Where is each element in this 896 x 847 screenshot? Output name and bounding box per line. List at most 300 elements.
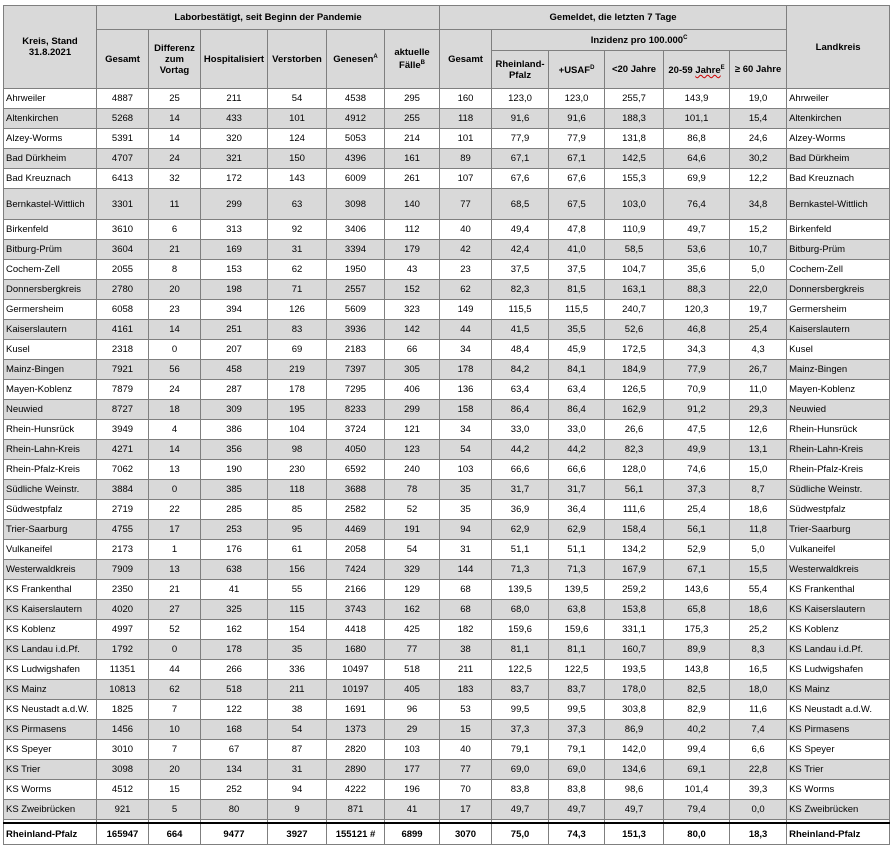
- cell-inzidenz-60-plus: 15,5: [730, 560, 787, 580]
- cell-inzidenz-under-20: 184,9: [605, 360, 664, 380]
- cell-hospitalisiert: 67: [201, 740, 268, 760]
- cell-inzidenz-60-plus: 34,8: [730, 189, 787, 220]
- cell-aktuelle-faelle: 177: [385, 760, 440, 780]
- cell-verstorben: 95: [268, 520, 327, 540]
- cell-hospitalisiert: 299: [201, 189, 268, 220]
- cell-differenz: 21: [149, 240, 201, 260]
- cell-kreis: KS Mainz: [4, 680, 97, 700]
- cell-inzidenz-under-20: 58,5: [605, 240, 664, 260]
- cell-verstorben: 230: [268, 460, 327, 480]
- cell-inzidenz-20-59: 82,5: [664, 680, 730, 700]
- cell-kreis: Mainz-Bingen: [4, 360, 97, 380]
- table-row: [4, 460, 890, 480]
- cell-inzidenz-60-plus: 25,2: [730, 620, 787, 640]
- cell-inzidenz-60-plus: 18,6: [730, 500, 787, 520]
- table-row: [4, 600, 890, 620]
- cell-genesen: 7424: [327, 560, 385, 580]
- cell-landkreis: KS Zweibrücken: [787, 800, 890, 820]
- table-row: [4, 440, 890, 460]
- cell-inzidenz-rlp: 115,5: [492, 300, 549, 320]
- cell-inzidenz-usaf: 74,3: [549, 823, 605, 845]
- cell-gesamt: 3949: [97, 420, 149, 440]
- cell-differenz: 32: [149, 169, 201, 189]
- cell-inzidenz-under-20: 56,1: [605, 480, 664, 500]
- cell-kreis: Südliche Weinstr.: [4, 480, 97, 500]
- cell-kreis: Rhein-Pfalz-Kreis: [4, 460, 97, 480]
- cell-inzidenz-rlp: 71,3: [492, 560, 549, 580]
- cell-verstorben: 336: [268, 660, 327, 680]
- cell-landkreis: Cochem-Zell: [787, 260, 890, 280]
- cell-inzidenz-20-59: 64,6: [664, 149, 730, 169]
- cell-hospitalisiert: 122: [201, 700, 268, 720]
- cell-gesamt: 5391: [97, 129, 149, 149]
- cell-inzidenz-20-59: 76,4: [664, 189, 730, 220]
- cell-hospitalisiert: 325: [201, 600, 268, 620]
- header-under-20: <20 Jahre: [605, 51, 664, 89]
- cell-inzidenz-under-20: 255,7: [605, 89, 664, 109]
- cell-differenz: 0: [149, 640, 201, 660]
- cell-kreis: Rhein-Lahn-Kreis: [4, 440, 97, 460]
- cell-inzidenz-20-59: 120,3: [664, 300, 730, 320]
- cell-inzidenz-usaf: 122,5: [549, 660, 605, 680]
- cell-aktuelle-faelle: 299: [385, 400, 440, 420]
- cell-inzidenz-usaf: 63,4: [549, 380, 605, 400]
- table-row: [4, 109, 890, 129]
- cell-verstorben: 61: [268, 540, 327, 560]
- cell-aktuelle-faelle: 54: [385, 540, 440, 560]
- cell-inzidenz-under-20: 158,4: [605, 520, 664, 540]
- cell-differenz: 21: [149, 580, 201, 600]
- cell-gesamt: 6058: [97, 300, 149, 320]
- cell-differenz: 44: [149, 660, 201, 680]
- cell-inzidenz-under-20: 167,9: [605, 560, 664, 580]
- table-row: [4, 780, 890, 800]
- cell-inzidenz-rlp: 42,4: [492, 240, 549, 260]
- cell-hospitalisiert: 287: [201, 380, 268, 400]
- cell-inzidenz-usaf: 45,9: [549, 340, 605, 360]
- cell-hospitalisiert: 638: [201, 560, 268, 580]
- cell-landkreis: Ahrweiler: [787, 89, 890, 109]
- cell-inzidenz-under-20: 134,6: [605, 760, 664, 780]
- cell-hospitalisiert: 9477: [201, 823, 268, 845]
- cell-inzidenz-under-20: 172,5: [605, 340, 664, 360]
- cell-landkreis: KS Koblenz: [787, 620, 890, 640]
- cell-aktuelle-faelle: 52: [385, 500, 440, 520]
- cell-aktuelle-faelle: 43: [385, 260, 440, 280]
- cell-aktuelle-faelle: 161: [385, 149, 440, 169]
- cell-inzidenz-usaf: 44,2: [549, 440, 605, 460]
- cell-gesamt: 8727: [97, 400, 149, 420]
- cell-landkreis: Mainz-Bingen: [787, 360, 890, 380]
- cell-landkreis: KS Pirmasens: [787, 720, 890, 740]
- cell-genesen: 2058: [327, 540, 385, 560]
- cell-inzidenz-usaf: 51,1: [549, 540, 605, 560]
- cell-inzidenz-under-20: 142,5: [605, 149, 664, 169]
- cell-landkreis: Bernkastel-Wittlich: [787, 189, 890, 220]
- cell-inzidenz-20-59: 52,9: [664, 540, 730, 560]
- cell-aktuelle-faelle: 406: [385, 380, 440, 400]
- cell-inzidenz-usaf: 84,1: [549, 360, 605, 380]
- cell-differenz: 18: [149, 400, 201, 420]
- cell-kreis: Rheinland-Pfalz: [4, 823, 97, 845]
- cell-inzidenz-60-plus: 18,6: [730, 600, 787, 620]
- cell-hospitalisiert: 169: [201, 240, 268, 260]
- cell-inzidenz-60-plus: 18,0: [730, 680, 787, 700]
- cell-differenz: 52: [149, 620, 201, 640]
- table-row: [4, 540, 890, 560]
- cell-inzidenz-60-plus: 10,7: [730, 240, 787, 260]
- table-row: [4, 220, 890, 240]
- cell-inzidenz-rlp: 49,7: [492, 800, 549, 820]
- cell-gesamt: 4707: [97, 149, 149, 169]
- cell-hospitalisiert: 433: [201, 109, 268, 129]
- cell-inzidenz-60-plus: 0,0: [730, 800, 787, 820]
- cell-aktuelle-faelle: 142: [385, 320, 440, 340]
- cell-landkreis: Rheinland-Pfalz: [787, 823, 890, 845]
- cell-kreis: KS Kaiserslautern: [4, 600, 97, 620]
- cell-kreis: Bitburg-Prüm: [4, 240, 97, 260]
- cell-genesen: 1373: [327, 720, 385, 740]
- cell-inzidenz-rlp: 91,6: [492, 109, 549, 129]
- cell-hospitalisiert: 178: [201, 640, 268, 660]
- cell-inzidenz-60-plus: 12,2: [730, 169, 787, 189]
- cell-inzidenz-60-plus: 12,6: [730, 420, 787, 440]
- cell-genesen: 8233: [327, 400, 385, 420]
- cell-inzidenz-60-plus: 30,2: [730, 149, 787, 169]
- cell-differenz: 14: [149, 109, 201, 129]
- header-inzidenz: Inzidenz pro $100.000^C$: [492, 30, 787, 51]
- cell-genesen: 6592: [327, 460, 385, 480]
- cell-gesamt: 7062: [97, 460, 149, 480]
- cell-gesamt: 7921: [97, 360, 149, 380]
- cell-inzidenz-under-20: 162,9: [605, 400, 664, 420]
- cell-kreis: Donnersbergkreis: [4, 280, 97, 300]
- cell-kreis: KS Ludwigshafen: [4, 660, 97, 680]
- cell-inzidenz-20-59: 91,2: [664, 400, 730, 420]
- cell-inzidenz-usaf: 31,7: [549, 480, 605, 500]
- cell-gesamt: 10813: [97, 680, 149, 700]
- table-row: [4, 720, 890, 740]
- cell-inzidenz-under-20: 163,1: [605, 280, 664, 300]
- cell-verstorben: 94: [268, 780, 327, 800]
- cell-inzidenz-rlp: 82,3: [492, 280, 549, 300]
- cell-inzidenz-20-59: 143,8: [664, 660, 730, 680]
- cell-inzidenz-20-59: 74,6: [664, 460, 730, 480]
- cell-inzidenz-60-plus: 8,3: [730, 640, 787, 660]
- cell-inzidenz-under-20: 240,7: [605, 300, 664, 320]
- cell-landkreis: KS Worms: [787, 780, 890, 800]
- cell-hospitalisiert: 211: [201, 89, 268, 109]
- cell-gesamt: 4755: [97, 520, 149, 540]
- cell-differenz: 14: [149, 440, 201, 460]
- cell-verstorben: 71: [268, 280, 327, 300]
- cell-inzidenz-under-20: 52,6: [605, 320, 664, 340]
- cell-differenz: 20: [149, 760, 201, 780]
- cell-inzidenz-usaf: 37,3: [549, 720, 605, 740]
- cell-differenz: 6: [149, 220, 201, 240]
- cell-differenz: 13: [149, 460, 201, 480]
- cell-genesen: 10497: [327, 660, 385, 680]
- cell-inzidenz-usaf: 66,6: [549, 460, 605, 480]
- table-row: [4, 320, 890, 340]
- cell-gesamt: 4020: [97, 600, 149, 620]
- cell-inzidenz-under-20: 142,0: [605, 740, 664, 760]
- cell-inzidenz-under-20: 303,8: [605, 700, 664, 720]
- table-row: [4, 660, 890, 680]
- cell-inzidenz-rlp: 33,0: [492, 420, 549, 440]
- cell-genesen: 2183: [327, 340, 385, 360]
- cell-inzidenz-under-20: 331,1: [605, 620, 664, 640]
- cell-inzidenz-usaf: 81,5: [549, 280, 605, 300]
- header-aktuelle-faelle: aktuelle Fälle$^B$: [385, 30, 440, 89]
- cell-genesen: 3688: [327, 480, 385, 500]
- table-row: [4, 760, 890, 780]
- cell-aktuelle-faelle: 240: [385, 460, 440, 480]
- cell-inzidenz-rlp: 69,0: [492, 760, 549, 780]
- cell-aktuelle-faelle: 214: [385, 129, 440, 149]
- cell-genesen: 4222: [327, 780, 385, 800]
- cell-differenz: 56: [149, 360, 201, 380]
- cell-inzidenz-usaf: 62,9: [549, 520, 605, 540]
- cell-verstorben: 115: [268, 600, 327, 620]
- cell-inzidenz-under-20: 160,7: [605, 640, 664, 660]
- cell-differenz: 25: [149, 89, 201, 109]
- cell-genesen: 4418: [327, 620, 385, 640]
- cell-gesamt: 3884: [97, 480, 149, 500]
- cell-hospitalisiert: 309: [201, 400, 268, 420]
- cell-landkreis: Trier-Saarburg: [787, 520, 890, 540]
- cell-gesamt: 2173: [97, 540, 149, 560]
- cell-genesen: 1680: [327, 640, 385, 660]
- cell-inzidenz-rlp: 62,9: [492, 520, 549, 540]
- cell-inzidenz-60-plus: 4,3: [730, 340, 787, 360]
- cell-gesamt: 3010: [97, 740, 149, 760]
- cell-differenz: 5: [149, 800, 201, 820]
- cell-verstorben: 178: [268, 380, 327, 400]
- cell-inzidenz-60-plus: 6,6: [730, 740, 787, 760]
- cell-kreis: Vulkaneifel: [4, 540, 97, 560]
- header-verstorben: Verstorben: [268, 30, 327, 89]
- cell-gesamt-7-tage: 3070: [440, 823, 492, 845]
- cell-hospitalisiert: 518: [201, 680, 268, 700]
- cell-gesamt-7-tage: 107: [440, 169, 492, 189]
- cell-kreis: Birkenfeld: [4, 220, 97, 240]
- cell-inzidenz-rlp: 123,0: [492, 89, 549, 109]
- cell-verstorben: 85: [268, 500, 327, 520]
- cell-hospitalisiert: 176: [201, 540, 268, 560]
- cell-aktuelle-faelle: 261: [385, 169, 440, 189]
- cell-inzidenz-rlp: 159,6: [492, 620, 549, 640]
- cell-inzidenz-usaf: 123,0: [549, 89, 605, 109]
- cell-aktuelle-faelle: 129: [385, 580, 440, 600]
- cell-verstorben: 69: [268, 340, 327, 360]
- cell-verstorben: 9: [268, 800, 327, 820]
- cell-kreis: Bad Kreuznach: [4, 169, 97, 189]
- cell-inzidenz-rlp: 68,5: [492, 189, 549, 220]
- cell-gesamt: 3098: [97, 760, 149, 780]
- cell-kreis: Bernkastel-Wittlich: [4, 189, 97, 220]
- cell-inzidenz-usaf: 81,1: [549, 640, 605, 660]
- table-row: [4, 400, 890, 420]
- cell-inzidenz-20-59: 175,3: [664, 620, 730, 640]
- cell-genesen: 1691: [327, 700, 385, 720]
- cell-inzidenz-usaf: 67,6: [549, 169, 605, 189]
- cell-inzidenz-rlp: 51,1: [492, 540, 549, 560]
- cell-landkreis: KS Trier: [787, 760, 890, 780]
- cell-genesen: 1950: [327, 260, 385, 280]
- cell-verstorben: 104: [268, 420, 327, 440]
- cell-genesen: 2582: [327, 500, 385, 520]
- cell-gesamt-7-tage: 183: [440, 680, 492, 700]
- cell-verstorben: 62: [268, 260, 327, 280]
- cell-inzidenz-rlp: 37,5: [492, 260, 549, 280]
- cell-gesamt: 165947: [97, 823, 149, 845]
- cell-landkreis: Rhein-Hunsrück: [787, 420, 890, 440]
- cell-genesen: 4050: [327, 440, 385, 460]
- cell-genesen: 3743: [327, 600, 385, 620]
- cell-verstorben: 219: [268, 360, 327, 380]
- cell-verstorben: 150: [268, 149, 327, 169]
- cell-inzidenz-60-plus: 39,3: [730, 780, 787, 800]
- cell-inzidenz-under-20: 128,0: [605, 460, 664, 480]
- cell-genesen: 3406: [327, 220, 385, 240]
- cell-gesamt-7-tage: 54: [440, 440, 492, 460]
- cell-gesamt: 3604: [97, 240, 149, 260]
- cell-verstorben: 211: [268, 680, 327, 700]
- cell-aktuelle-faelle: 29: [385, 720, 440, 740]
- cell-kreis: Kusel: [4, 340, 97, 360]
- cell-inzidenz-usaf: 49,7: [549, 800, 605, 820]
- cell-gesamt: 6413: [97, 169, 149, 189]
- cell-aktuelle-faelle: 112: [385, 220, 440, 240]
- cell-gesamt-7-tage: 68: [440, 580, 492, 600]
- cell-differenz: 15: [149, 780, 201, 800]
- cell-hospitalisiert: 458: [201, 360, 268, 380]
- cell-inzidenz-under-20: 110,9: [605, 220, 664, 240]
- cell-genesen: 2890: [327, 760, 385, 780]
- table-row: [4, 169, 890, 189]
- cell-inzidenz-under-20: 86,9: [605, 720, 664, 740]
- cell-gesamt: 1456: [97, 720, 149, 740]
- cell-inzidenz-rlp: 36,9: [492, 500, 549, 520]
- cell-gesamt-7-tage: 101: [440, 129, 492, 149]
- cell-differenz: 24: [149, 380, 201, 400]
- cell-differenz: 27: [149, 600, 201, 620]
- cell-aktuelle-faelle: 41: [385, 800, 440, 820]
- cell-aktuelle-faelle: 305: [385, 360, 440, 380]
- table-row: [4, 300, 890, 320]
- cell-differenz: 7: [149, 700, 201, 720]
- cell-inzidenz-20-59: 101,4: [664, 780, 730, 800]
- cell-gesamt-7-tage: 17: [440, 800, 492, 820]
- cell-gesamt-7-tage: 144: [440, 560, 492, 580]
- cell-genesen: 10197: [327, 680, 385, 700]
- table-row: [4, 620, 890, 640]
- cell-inzidenz-rlp: 83,8: [492, 780, 549, 800]
- cell-inzidenz-usaf: 83,8: [549, 780, 605, 800]
- cell-inzidenz-20-59: 56,1: [664, 520, 730, 540]
- cell-inzidenz-rlp: 139,5: [492, 580, 549, 600]
- cell-aktuelle-faelle: 405: [385, 680, 440, 700]
- cell-verstorben: 154: [268, 620, 327, 640]
- cell-landkreis: KS Speyer: [787, 740, 890, 760]
- cell-inzidenz-under-20: 26,6: [605, 420, 664, 440]
- table-row: [4, 280, 890, 300]
- cell-gesamt-7-tage: 182: [440, 620, 492, 640]
- cell-kreis: Rhein-Hunsrück: [4, 420, 97, 440]
- cell-gesamt-7-tage: 149: [440, 300, 492, 320]
- cell-landkreis: KS Kaiserslautern: [787, 600, 890, 620]
- cell-kreis: Kaiserslautern: [4, 320, 97, 340]
- cell-landkreis: Vulkaneifel: [787, 540, 890, 560]
- cell-inzidenz-20-59: 77,9: [664, 360, 730, 380]
- cell-aktuelle-faelle: 196: [385, 780, 440, 800]
- cell-inzidenz-60-plus: 29,3: [730, 400, 787, 420]
- cell-kreis: KS Pirmasens: [4, 720, 97, 740]
- cell-inzidenz-60-plus: 19,0: [730, 89, 787, 109]
- cell-inzidenz-60-plus: 5,0: [730, 540, 787, 560]
- cell-verstorben: 156: [268, 560, 327, 580]
- cell-inzidenz-under-20: 188,3: [605, 109, 664, 129]
- header-60-plus: ≥ 60 Jahre: [730, 51, 787, 89]
- cell-differenz: 22: [149, 500, 201, 520]
- cell-gesamt-7-tage: 23: [440, 260, 492, 280]
- cell-verstorben: 54: [268, 89, 327, 109]
- header-differenz: Differenz zum Vortag: [149, 30, 201, 89]
- cell-landkreis: Altenkirchen: [787, 109, 890, 129]
- cell-kreis: Bad Dürkheim: [4, 149, 97, 169]
- cell-kreis: Neuwied: [4, 400, 97, 420]
- cell-landkreis: Südliche Weinstr.: [787, 480, 890, 500]
- table-row: [4, 129, 890, 149]
- table-row: [4, 260, 890, 280]
- header-landkreis: Landkreis: [787, 6, 890, 89]
- table-row: [4, 189, 890, 220]
- cell-genesen: 3394: [327, 240, 385, 260]
- cell-inzidenz-20-59: 89,9: [664, 640, 730, 660]
- cell-kreis: Alzey-Worms: [4, 129, 97, 149]
- cell-kreis: Germersheim: [4, 300, 97, 320]
- cell-gesamt-7-tage: 136: [440, 380, 492, 400]
- cell-hospitalisiert: 172: [201, 169, 268, 189]
- cell-genesen: 6009: [327, 169, 385, 189]
- cell-inzidenz-60-plus: 55,4: [730, 580, 787, 600]
- cell-inzidenz-usaf: 47,8: [549, 220, 605, 240]
- cell-hospitalisiert: 252: [201, 780, 268, 800]
- cell-landkreis: Alzey-Worms: [787, 129, 890, 149]
- cell-differenz: 23: [149, 300, 201, 320]
- cell-verstorben: 54: [268, 720, 327, 740]
- cell-inzidenz-20-59: 25,4: [664, 500, 730, 520]
- cell-gesamt-7-tage: 77: [440, 760, 492, 780]
- cell-kreis: Trier-Saarburg: [4, 520, 97, 540]
- cell-kreis: Cochem-Zell: [4, 260, 97, 280]
- cell-differenz: 0: [149, 340, 201, 360]
- header-kreis-stand: Kreis, Stand 31.8.2021: [4, 6, 97, 89]
- cell-gesamt-7-tage: 35: [440, 480, 492, 500]
- cell-gesamt: 2318: [97, 340, 149, 360]
- cell-verstorben: 35: [268, 640, 327, 660]
- cell-hospitalisiert: 80: [201, 800, 268, 820]
- cell-landkreis: KS Mainz: [787, 680, 890, 700]
- cell-inzidenz-20-59: 143,9: [664, 89, 730, 109]
- cell-inzidenz-60-plus: 13,1: [730, 440, 787, 460]
- table-row: [4, 500, 890, 520]
- cell-inzidenz-20-59: 53,6: [664, 240, 730, 260]
- cell-aktuelle-faelle: 78: [385, 480, 440, 500]
- table-row: [4, 480, 890, 500]
- table-row: [4, 420, 890, 440]
